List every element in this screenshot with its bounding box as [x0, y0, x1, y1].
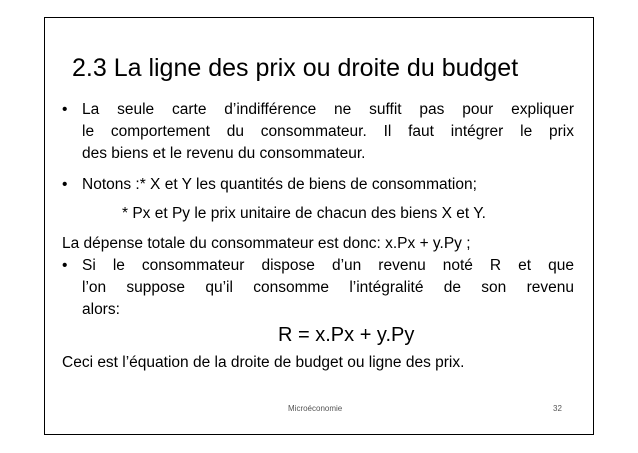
bullet3-line2: l’on suppose qu’il consomme l’intégralité de son revenu: [82, 279, 574, 296]
bullet-marker-3: •: [62, 257, 68, 274]
bullet2-line2: * Px et Py le prix unitaire de chacun des biens X et Y.: [122, 205, 486, 222]
slide-title: 2.3 La ligne des prix ou droite du budget: [72, 54, 519, 82]
bullet3-line3: alors:: [82, 301, 120, 318]
depense-line: La dépense totale du consommateur est donc: x.Px + y.Py ;: [62, 235, 471, 252]
page-number: 32: [553, 404, 562, 413]
conclusion-line: Ceci est l’équation de la droite de budget ou ligne des prix.: [62, 354, 465, 371]
bullet2-line1: Notons :* X et Y les quantités de biens de consommation;: [82, 176, 477, 193]
bullet-marker-1: •: [62, 101, 68, 118]
bullet3-line1: Si le consommateur dispose d’un revenu noté R et que: [82, 257, 574, 274]
footer-title: Microéconomie: [288, 404, 343, 413]
bullet-marker-2: •: [62, 176, 68, 193]
bullet1-line2: le comportement du consommateur. Il faut intégrer le prix: [82, 123, 574, 140]
budget-equation: R = x.Px + y.Py: [278, 324, 415, 346]
bullet1-line1: La seule carte d’indifférence ne suffit pas pour expliquer: [82, 101, 574, 118]
bullet1-line3: des biens et le revenu du consommateur.: [82, 145, 366, 162]
